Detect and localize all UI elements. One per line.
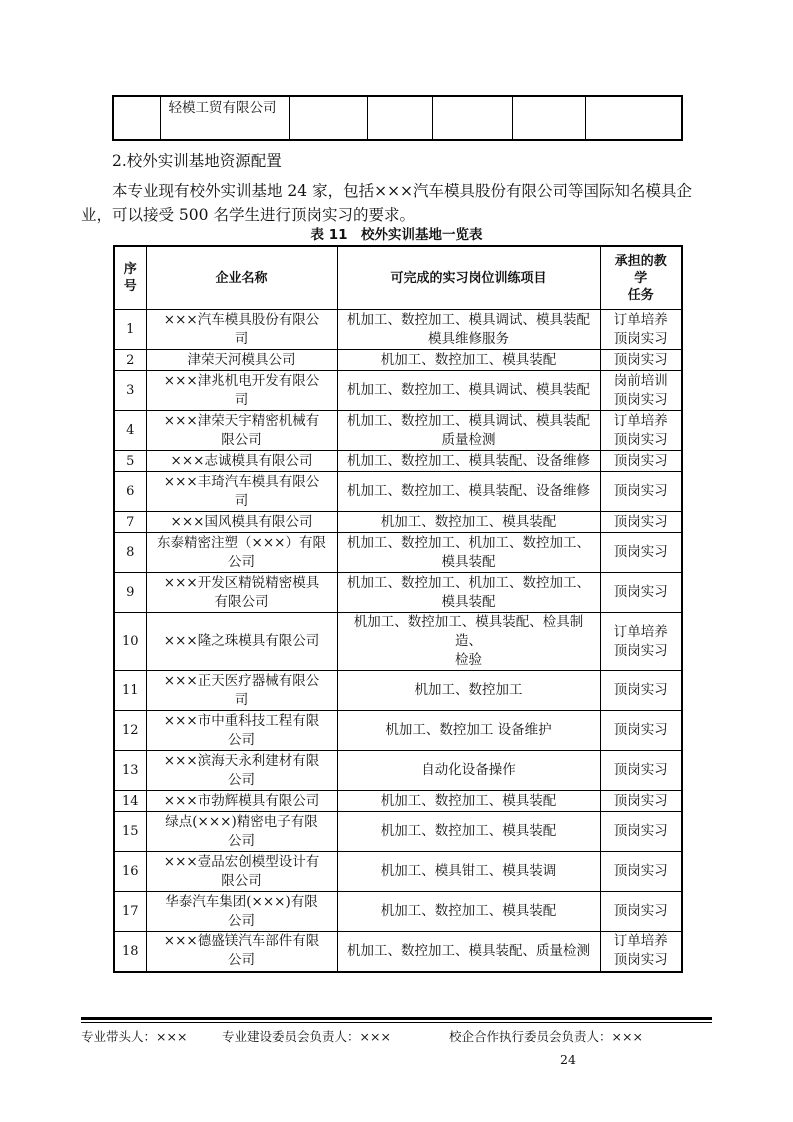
table-row xyxy=(114,613,682,671)
cell-line: ×××汽车模具股份有限公 xyxy=(163,311,320,328)
cell-number: 3 xyxy=(114,371,146,411)
table-row xyxy=(114,751,682,791)
cell-company xyxy=(146,932,337,972)
cell-company xyxy=(146,350,337,371)
cell-line: 顶岗实习 xyxy=(613,823,668,839)
table-row xyxy=(114,451,682,472)
table-row xyxy=(114,472,682,512)
cell-items xyxy=(337,852,600,892)
table-row xyxy=(114,671,682,711)
cell-items xyxy=(337,411,600,451)
footer-cooperation: 校企合作执行委员会负责人：××× xyxy=(449,1029,643,1044)
cell-line: 顶岗实习 xyxy=(613,544,668,560)
cell-empty xyxy=(367,96,432,140)
cell-number: 6 xyxy=(114,472,146,512)
cell-line: 模具装配 xyxy=(441,553,496,570)
header-line: 学 xyxy=(634,270,648,286)
table-body xyxy=(114,310,682,972)
cell-company xyxy=(146,411,337,451)
cell-items xyxy=(337,711,600,751)
cell-number: 18 xyxy=(114,932,146,972)
cell-line: ×××德盛镁汽车部件有限 xyxy=(163,933,320,950)
header-company: 企业名称 xyxy=(146,246,337,310)
cell-line: 机加工、数控加工、机加工、数控加工、 xyxy=(347,574,590,591)
cell-line: 机加工、数控加工、模具调试、模具装配 xyxy=(347,311,590,328)
cell-items xyxy=(337,371,600,411)
cell-line: ×××开发区精锐精密模具 xyxy=(163,574,320,591)
cell-line: 限公司 xyxy=(221,431,262,448)
cell-items xyxy=(337,812,600,852)
cell-line: 限公司 xyxy=(221,872,262,889)
cell-number: 4 xyxy=(114,411,146,451)
cell-company xyxy=(146,892,337,932)
header-line: 任务 xyxy=(627,287,654,303)
cell-task xyxy=(600,371,682,411)
table-row xyxy=(114,932,682,972)
cell-items xyxy=(337,533,600,573)
cell-line: 自动化设备操作 xyxy=(421,762,516,778)
cell-company xyxy=(146,533,337,573)
cell-company xyxy=(146,472,337,512)
paragraph-line: 本专业现有校外实训基地 24 家，包括×××汽车模具股份有限公司等国际知名模具企 xyxy=(112,182,693,200)
cell-company xyxy=(146,791,337,812)
cell-empty xyxy=(585,96,682,140)
cell-line: 机加工、数控加工、机加工、数控加工、 xyxy=(347,534,590,551)
cell-line: 机加工、数控加工、模具装配、检具制造、 xyxy=(353,614,584,649)
table-row xyxy=(114,852,682,892)
cell-line: 机加工、数控加工、模具装配、质量检测 xyxy=(347,942,590,959)
cell-line: 机加工、数控加工、模具装配、设备维修 xyxy=(347,452,590,469)
cell-line: 顶岗实习 xyxy=(613,952,668,969)
cell-number: 11 xyxy=(114,671,146,711)
cell-line: ×××志诚模具有限公司 xyxy=(170,452,313,469)
cell-company xyxy=(146,512,337,533)
cell-items xyxy=(337,573,600,613)
cell-line: 顶岗实习 xyxy=(613,351,668,368)
cell-line: 公司 xyxy=(228,832,255,849)
header-task xyxy=(600,246,682,310)
cell-line: 顶岗实习 xyxy=(613,682,668,698)
cell-company xyxy=(146,671,337,711)
table-title: 表 11 校外实训基地一览表 xyxy=(310,227,483,243)
cell-items xyxy=(337,451,600,472)
cell-number: 5 xyxy=(114,451,146,472)
cell-empty xyxy=(512,96,585,140)
cell-line: 司 xyxy=(234,492,249,509)
cell-items xyxy=(337,350,600,371)
cell-task xyxy=(600,310,682,350)
cell-items xyxy=(337,751,600,791)
continued-table xyxy=(112,95,683,141)
cell-line: 司 xyxy=(234,391,249,408)
cell-line: 订单培养 xyxy=(613,311,668,328)
training-base-table xyxy=(113,245,683,973)
cell-task xyxy=(600,411,682,451)
header-row xyxy=(114,246,682,310)
cell-number: 17 xyxy=(114,892,146,932)
cell-number: 8 xyxy=(114,533,146,573)
cell-line: 机加工、数控加工 xyxy=(414,682,523,698)
cell-line: 公司 xyxy=(228,731,255,748)
cell-task xyxy=(600,671,682,711)
cell-line: 顶岗实习 xyxy=(613,391,668,408)
cell-line: 绿点(×××)精密电子有限 xyxy=(165,813,318,830)
cell-line: ×××市中重科技工程有限 xyxy=(163,712,320,729)
table-row xyxy=(114,371,682,411)
table-row xyxy=(114,533,682,573)
cell-number: 7 xyxy=(114,512,146,533)
header-line: 序 xyxy=(123,262,137,277)
cell-line: 顶岗实习 xyxy=(613,330,668,347)
cell-line: 顶岗实习 xyxy=(613,762,668,778)
cell-task xyxy=(600,613,682,671)
cell-number: 10 xyxy=(114,613,146,671)
cell-line: 东泰精密注塑（×××）有限 xyxy=(157,534,326,551)
cell-company xyxy=(146,451,337,472)
cell-task xyxy=(600,711,682,751)
table-row xyxy=(114,350,682,371)
cell-line: 公司 xyxy=(228,553,255,570)
footer-committee: 专业建设委员会负责人：××× xyxy=(222,1029,391,1044)
cell-line: 有限公司 xyxy=(214,593,269,610)
cell-line: 顶岗实习 xyxy=(613,431,668,448)
table-row xyxy=(114,573,682,613)
table-row xyxy=(114,812,682,852)
cell-line: ×××隆之珠模具有限公司 xyxy=(163,633,320,649)
cell-line: 机加工、数控加工 设备维护 xyxy=(385,722,552,738)
cell-items xyxy=(337,932,600,972)
cell-task xyxy=(600,751,682,791)
footer-rule xyxy=(81,1022,712,1023)
cell-line: 公司 xyxy=(228,771,255,788)
cell-line: ×××津荣天宇精密机械有 xyxy=(163,412,320,429)
cell-task xyxy=(600,892,682,932)
cell-task xyxy=(600,451,682,472)
cell-line: 机加工、模具钳工、模具装调 xyxy=(380,863,557,879)
cell-line: 机加工、数控加工、模具调试、模具装配 xyxy=(347,382,590,398)
cell-line: 机加工、数控加工、模具装配 xyxy=(380,792,557,809)
cell-number: 14 xyxy=(114,791,146,812)
cell-company xyxy=(146,310,337,350)
cell-company xyxy=(146,573,337,613)
cell-number: 2 xyxy=(114,350,146,371)
cell-items xyxy=(337,310,600,350)
footer-leader: 专业带头人：××× xyxy=(81,1029,188,1044)
table-row xyxy=(113,96,682,140)
cell-line: 公司 xyxy=(228,912,255,929)
cell-number: 1 xyxy=(114,310,146,350)
cell-line: ×××滨海天永利建材有限 xyxy=(163,752,320,769)
cell-items xyxy=(337,791,600,812)
cell-line: 顶岗实习 xyxy=(613,483,668,499)
header-number xyxy=(114,246,146,310)
cell-task xyxy=(600,812,682,852)
cell-line: 机加工、数控加工、模具装配 xyxy=(380,513,557,530)
cell-task xyxy=(600,472,682,512)
header-line: 号 xyxy=(123,279,137,294)
cell-items xyxy=(337,892,600,932)
cell-line: 订单培养 xyxy=(613,623,668,640)
cell-number: 12 xyxy=(114,711,146,751)
cell-empty xyxy=(289,96,367,140)
cell-task xyxy=(600,533,682,573)
cell-line: 岗前培训 xyxy=(613,372,668,389)
cell-line: 顶岗实习 xyxy=(613,903,668,919)
table-row xyxy=(114,791,682,812)
page-number: 24 xyxy=(560,1052,576,1067)
table-row xyxy=(114,411,682,451)
cell-company xyxy=(146,371,337,411)
table-row xyxy=(114,892,682,932)
cell-line: 机加工、数控加工、模具装配 xyxy=(380,903,557,919)
cell-line: 顶岗实习 xyxy=(613,513,668,530)
paragraph-line: 业，可以接受 500 名学生进行顶岗实习的要求。 xyxy=(81,206,415,224)
table-row xyxy=(114,310,682,350)
cell-line: 模具装配 xyxy=(441,593,496,610)
footer-rule xyxy=(81,1017,712,1020)
cell-line: 机加工、数控加工、模具装配 xyxy=(380,823,557,839)
cell-items xyxy=(337,613,600,671)
cell-line: 机加工、数控加工、模具装配、设备维修 xyxy=(347,483,590,499)
cell-task xyxy=(600,791,682,812)
cell-line: ×××壹品宏创模型设计有 xyxy=(163,853,320,870)
cell-line: 质量检测 xyxy=(441,431,496,448)
cell-line: 机加工、数控加工、模具装配 xyxy=(380,351,557,368)
cell-line: 机加工、数控加工、模具调试、模具装配 xyxy=(347,412,590,429)
cell-line: ×××丰琦汽车模具有限公 xyxy=(163,473,320,490)
cell-line: ×××津兆机电开发有限公 xyxy=(163,372,320,389)
cell-items xyxy=(337,671,600,711)
cell-number: 15 xyxy=(114,812,146,852)
cell-number: 9 xyxy=(114,573,146,613)
cell-line: 模具维修服务 xyxy=(428,330,509,347)
cell-items xyxy=(337,512,600,533)
cell-line: 公司 xyxy=(228,952,255,969)
cell-number: 16 xyxy=(114,852,146,892)
cell-company xyxy=(146,852,337,892)
cell-line: ×××市勃辉模具有限公司 xyxy=(163,792,320,809)
cell-line: 司 xyxy=(234,330,249,347)
cell-company xyxy=(146,711,337,751)
header-items: 可完成的实习岗位训练项目 xyxy=(337,246,600,310)
cell-line: 司 xyxy=(234,691,249,708)
cell-company-name: 轻模工贸有限公司 xyxy=(160,96,289,140)
table-row xyxy=(114,512,682,533)
cell-task xyxy=(600,852,682,892)
cell-line: 订单培养 xyxy=(613,933,668,950)
cell-company xyxy=(146,613,337,671)
cell-line: 顶岗实习 xyxy=(613,863,668,879)
cell-company xyxy=(146,751,337,791)
cell-line: 顶岗实习 xyxy=(613,452,668,469)
header-line: 承担的教 xyxy=(614,253,667,269)
cell-task xyxy=(600,350,682,371)
cell-line: 检验 xyxy=(455,652,482,668)
cell-line: 顶岗实习 xyxy=(613,584,668,600)
cell-company xyxy=(146,812,337,852)
cell-empty xyxy=(432,96,512,140)
cell-line: 津荣天河模具公司 xyxy=(187,351,296,368)
cell-number xyxy=(113,96,160,140)
cell-line: 顶岗实习 xyxy=(613,792,668,809)
table-row xyxy=(114,711,682,751)
cell-task xyxy=(600,573,682,613)
cell-line: 订单培养 xyxy=(613,412,668,429)
cell-line: 顶岗实习 xyxy=(613,722,668,738)
section-heading: 2.校外实训基地资源配置 xyxy=(112,152,282,170)
cell-line: ×××正天医疗器械有限公 xyxy=(163,672,320,689)
cell-line: 顶岗实习 xyxy=(613,642,668,659)
cell-items xyxy=(337,472,600,512)
cell-line: 华泰汽车集团(×××)有限 xyxy=(165,893,318,910)
cell-line: ×××国风模具有限公司 xyxy=(170,513,313,530)
cell-task xyxy=(600,512,682,533)
cell-task xyxy=(600,932,682,972)
cell-number: 13 xyxy=(114,751,146,791)
